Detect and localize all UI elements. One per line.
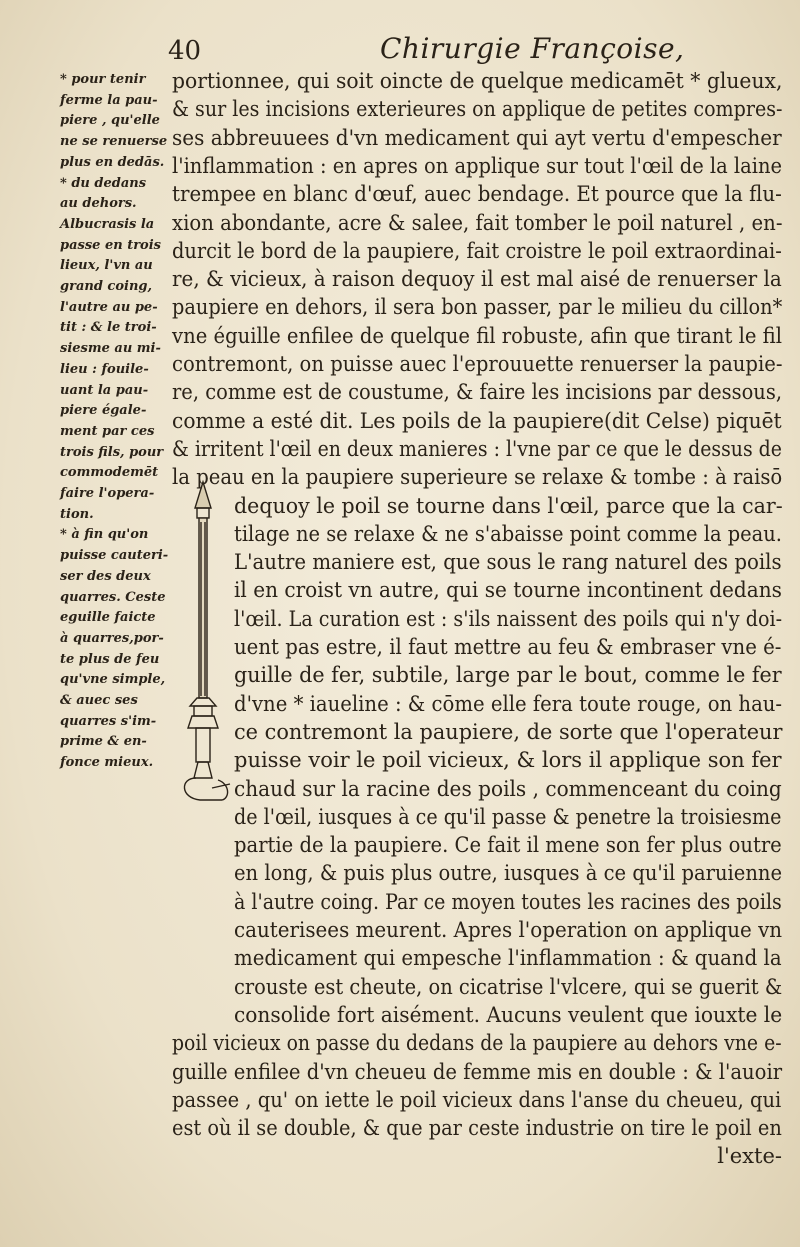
text-line: en long, & puis plus outre, iusques à ce qu'il paruienne xyxy=(234,861,783,886)
margin-note-line: * à fin qu'on xyxy=(60,527,149,543)
margin-note-line: uant la pau- xyxy=(60,382,149,398)
margin-note-line: l'autre au pe- xyxy=(60,299,158,315)
running-head: Chirurgie Françoise, xyxy=(380,32,685,65)
text-line: l'œil. La curation est : s'ils naissent des poils qui n'y doi- xyxy=(234,606,783,631)
text-line: ce contremont la paupiere, de sorte que l'operateur xyxy=(234,719,783,744)
margin-note-line: ser des deux xyxy=(60,568,151,584)
text-line: il en croist vn autre, qui se tourne incontinent dedans xyxy=(234,578,782,603)
text-line: la peau en la paupiere superieure se relaxe & tombe : à raisō xyxy=(172,465,783,490)
margin-note-line: & auec ses xyxy=(60,693,138,708)
text-line: puisse voir le poil vicieux, & lors il applique son fer xyxy=(234,748,782,773)
text-line: à l'autre coing. Par ce moyen toutes les racines des poils xyxy=(234,889,782,914)
margin-note-line: ne se renuerse xyxy=(60,134,168,150)
margin-note-line: piere égale- xyxy=(60,403,147,419)
text-line: tilage ne se relaxe & ne s'abaisse point comme la peau. xyxy=(234,521,782,546)
text-line: ses abbreuuees d'vn medicament qui ayt vertu d'empescher xyxy=(172,125,782,150)
margin-note-line: trois fils, pour xyxy=(60,444,164,460)
text-line: consolide fort aisément. Aucuns veulent que iouxte le xyxy=(234,1002,783,1027)
text-line: est où il se double, & que par ceste industrie on tire le poil en xyxy=(172,1116,782,1141)
text-line: medicament qui empesche l'inflammation : & quand la xyxy=(234,946,782,971)
text-line: & irritent l'œil en deux manieres : l'vne par ce que le dessus de xyxy=(172,436,782,461)
margin-note-line: * pour tenir xyxy=(60,72,146,87)
text-line: dequoy le poil se tourne dans l'œil, parce que la car- xyxy=(234,493,783,518)
margin-note-line: fonce mieux. xyxy=(60,755,154,771)
margin-note-line: grand coing, xyxy=(60,279,153,294)
text-line: partie de la paupiere. Ce fait il mene son fer plus outre xyxy=(234,833,782,858)
margin-note-line: quarres s'im- xyxy=(60,713,157,729)
text-line: paupiere en dehors, il sera bon passer, par le milieu du cillon* xyxy=(172,295,783,320)
text-line: l'exte- xyxy=(717,1144,782,1169)
page-number: 40 xyxy=(168,36,202,66)
margin-note-line: puisse cauteri- xyxy=(60,548,169,564)
margin-note-line: siesme au mi- xyxy=(60,341,161,357)
margin-note-line: Albucrasis la xyxy=(60,216,155,232)
text-line: contremont, on puisse auec l'eprouuette renuerser la paupie- xyxy=(172,352,783,376)
margin-note-line: à quarres,por- xyxy=(60,630,164,646)
margin-note-line: tit : & le troi- xyxy=(60,320,157,336)
text-line: l'inflammation : en apres on applique sur tout l'œil de la laine xyxy=(172,153,783,178)
text-line: & sur les incisions exterieures on applique de petites compres- xyxy=(172,97,783,122)
margin-note-line: ferme la pau- xyxy=(60,92,158,108)
text-line: comme a esté dit. Les poils de la paupiere(dit Celse) piquēt xyxy=(172,408,782,433)
margin-note-line: commodemēt xyxy=(60,465,159,481)
text-line: chaud sur la racine des poils , commenceant du coing xyxy=(234,776,782,801)
text-line: cauterisees meurent. Apres l'operation on applique vn xyxy=(234,918,783,942)
text-line: guille de fer, subtile, large par le bout, comme le fer xyxy=(234,663,782,688)
margin-note-line: piere , qu'elle xyxy=(60,113,160,129)
margin-note-line: prime & en- xyxy=(60,734,147,750)
text-line: d'vne * iaueline : & cōme elle fera toute rouge, on hau- xyxy=(234,691,783,716)
text-line: L'autre maniere est, que sous le rang naturel des poils xyxy=(234,550,782,575)
margin-note-line: faire l'opera- xyxy=(60,486,155,501)
text-line: passee , qu' on iette le poil vicieux dans l'anse du cheueu, qui xyxy=(172,1087,782,1112)
margin-note-line: eguille faicte xyxy=(60,610,156,626)
text-line: re, comme est de coustume, & faire les incisions par dessous, xyxy=(172,380,783,405)
margin-note-line: ment par ces xyxy=(60,423,155,439)
text-line: xion abondante, acre & salee, fait tomber le poil naturel , en- xyxy=(172,210,783,235)
margin-note-line: lieux, l'vn au xyxy=(60,258,153,274)
margin-note-line: * du dedans xyxy=(60,175,147,191)
text-line: re, & vicieux, à raison dequoy il est mal aisé de renuerser la xyxy=(172,267,782,292)
margin-note-line: passe en trois xyxy=(60,237,161,253)
text-line: portionnee, qui soit oincte de quelque medicamēt * glueux, xyxy=(172,69,783,93)
text-line: crouste est cheute, on cicatrise l'vlcere, qui se guerit & xyxy=(234,974,783,999)
margin-note-line: tion. xyxy=(60,506,94,522)
margin-note-line: au dehors. xyxy=(60,196,137,212)
margin-note-line: plus en dedās. xyxy=(60,154,165,170)
margin-note-line: lieu : fouile- xyxy=(60,361,149,377)
cautery-needle-illustration xyxy=(172,478,234,808)
text-line: de l'œil, iusques à ce qu'il passe & penetre la troisiesme xyxy=(234,804,782,829)
margin-note-line: qu'vne simple, xyxy=(60,672,166,688)
margin-note-line: quarres. Ceste xyxy=(60,589,166,605)
margin-note-line: te plus de feu xyxy=(60,651,160,667)
text-line: durcit le bord de la paupiere, fait croistre le poil extraordinai- xyxy=(172,238,782,263)
text-line: poil vicieux on passe du dedans de la paupiere au dehors vne e- xyxy=(172,1031,782,1056)
cautery-needle-icon xyxy=(172,478,234,808)
text-line: guille enfilee d'vn cheueu de femme mis en double : & l'auoir xyxy=(172,1059,783,1084)
text-line: trempee en blanc d'œuf, auec bendage. Et pource que la flu- xyxy=(172,182,782,207)
page-header xyxy=(0,30,800,70)
text-line: uent pas estre, il faut mettre au feu & embraser vne é- xyxy=(234,635,782,659)
text-line: vne éguille enfilee de quelque fil robuste, afin que tirant le fil xyxy=(172,323,783,348)
